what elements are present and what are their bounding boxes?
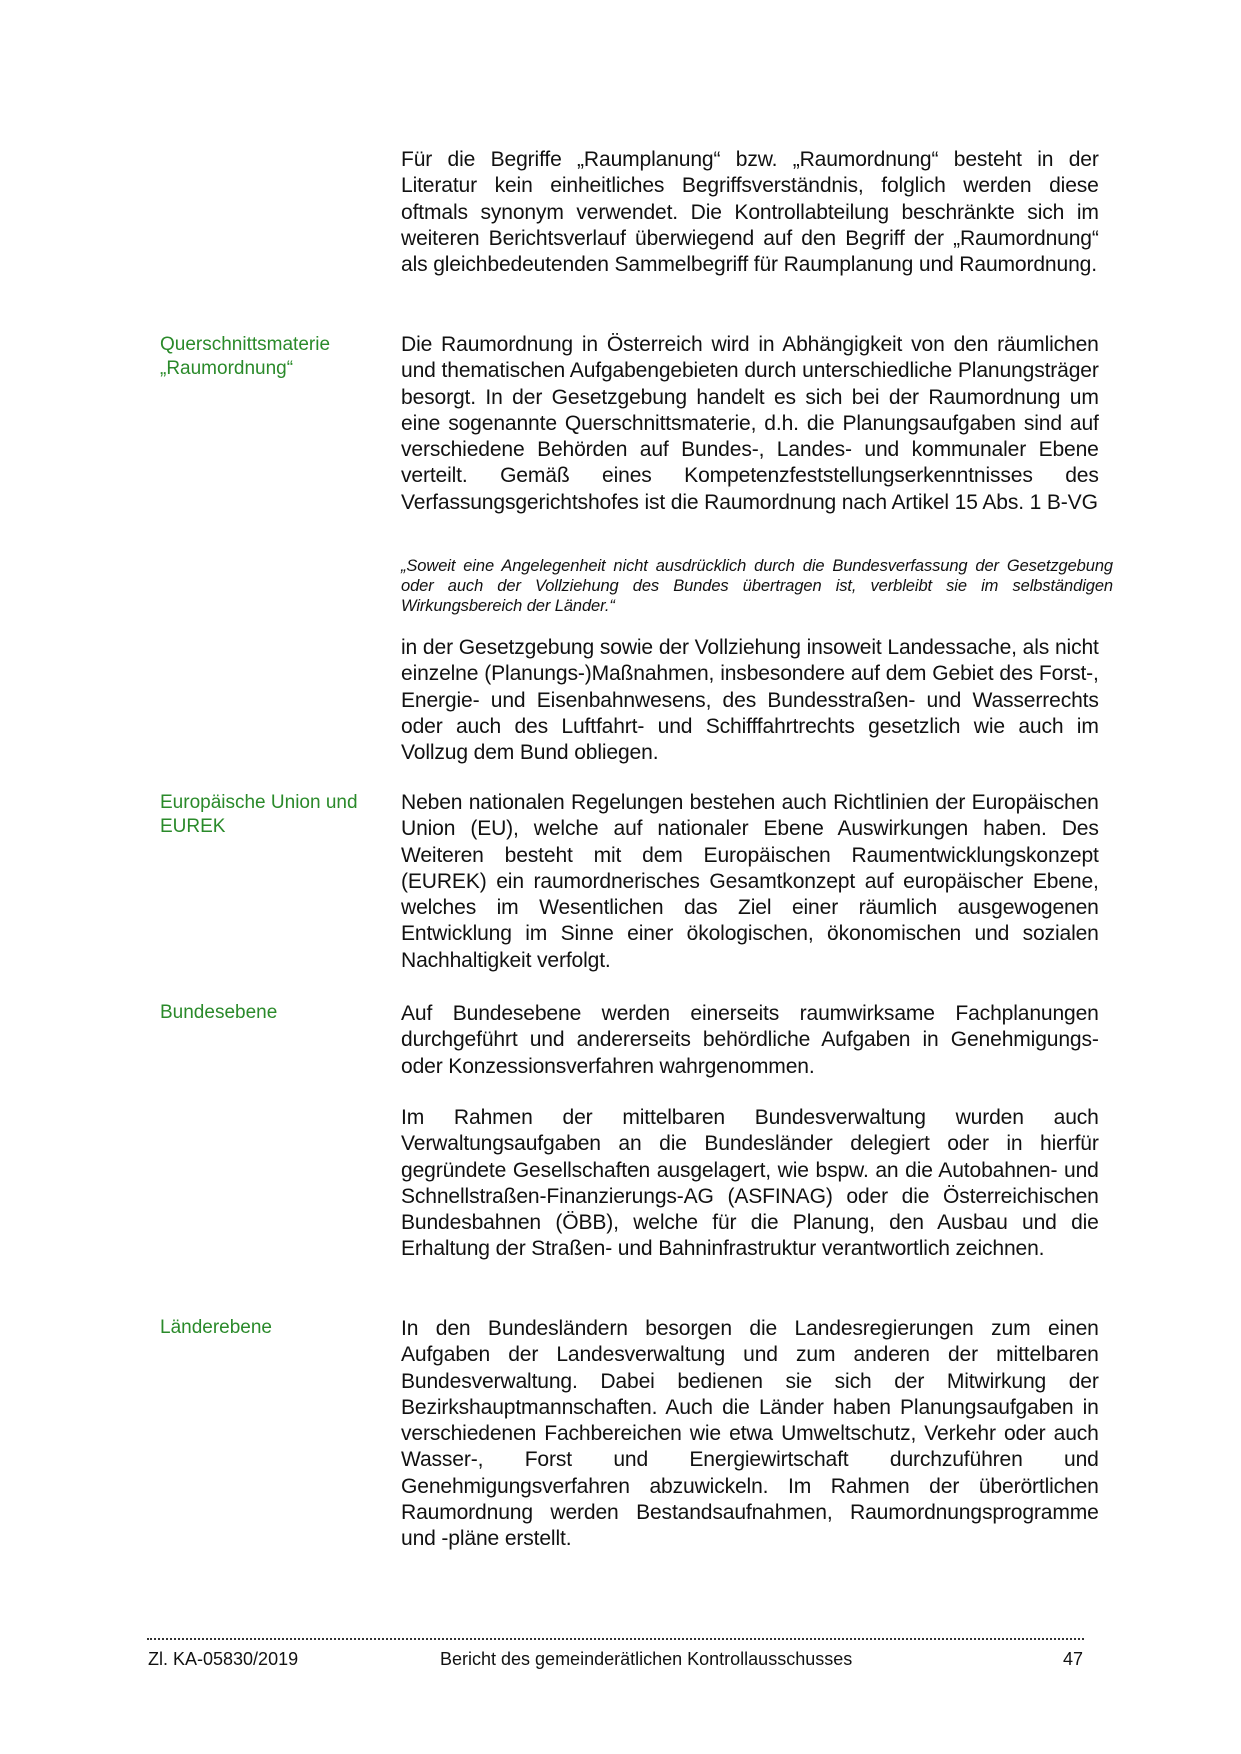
page-number: 47 — [1063, 1649, 1084, 1669]
bundesebene-paragraph-1: Auf Bundesebene werden einerseits raumwirksame Fachplanungen durchgeführt und andererseits behördliche Aufgaben in Genehmigungs- oder Konzessionsverfahren wahrgenommen. — [401, 1001, 1099, 1078]
laenderebene-paragraph: In den Bundesländern besorgen die Landesregierungen zum einen Aufgaben der Landesverwaltung und zum anderen der mittelbaren Bundesverwaltung. Dabei bedienen sie sich der Mitwirkung der Bezirkshauptmannschaften. Auch die Länder haben Planungsaufgaben in verschiedenen Fachbereichen wie etwa Umweltschutz, Verkehr oder auch Wasser-, Forst und Energiewirtschaft durchzuführen und Genehmigungsverfahren abzuwickeln. Im Rahmen der überörtlichen Raumordnung werden Bestandsaufnahmen, Raumordnungsprogramme und -pläne erstellt. — [401, 1316, 1099, 1551]
querschnitt-paragraph: Die Raumordnung in Österreich wird in Abhängigkeit von den räumlichen und thematischen Aufgabengebieten durch unterschiedliche Planungsträger besorgt. In der Gesetzgebung handelt es sich bei der Raumordnung um eine sogenannte Querschnittsmaterie, d.h. die Planungsaufgaben sind auf verschiedene Behörden auf Bundes-, Landes- und kommunaler Ebene verteilt. Gemäß eines Kompetenzfeststellungserkenntnisses des Verfassungsgerichtshofes ist die Raumordnung nach Artikel 15 Abs. 1 B-VG — [401, 332, 1099, 514]
footer-divider — [147, 1638, 1084, 1640]
margin-note-querschnittsmaterie: Querschnittsmaterie „Raumordnung“ — [160, 334, 331, 379]
footer-reference: Zl. KA-05830/2019 — [148, 1649, 299, 1669]
margin-note-bundesebene: Bundesebene — [160, 1002, 278, 1023]
margin-note-laenderebene: Länderebene — [160, 1317, 272, 1338]
querschnitt-continuation-paragraph: in der Gesetzgebung sowie der Vollziehung insoweit Landessache, als nicht einzelne (Planungs-)Maßnahmen, insbesondere auf dem Gebiet des Forst-, Energie- und Eisenbahnwesens, des Bundesstraßen- und Wasserrechts oder auch des Luftfahrt- und Schifffahrtrechts gesetzlich wie auch im Vollzug dem Bund obliegen. — [401, 635, 1099, 765]
constitution-quote: „Soweit eine Angelegenheit nicht ausdrücklich durch die Bundesverfassung der Gesetzgebung oder auch der Vollziehung des Bundes übertragen ist, verbleibt sie im selbständigen Wirkungsbereich der Länder.“ — [401, 557, 1113, 615]
eu-paragraph: Neben nationalen Regelungen bestehen auch Richtlinien der Europäischen Union (EU), welche auf nationaler Ebene Auswirkungen haben. Des Weiteren besteht mit dem Europäischen Raumentwicklungskonzept (EUREK) ein raumordnerisches Gesamtkonzept auf europäischer Ebene, welches im Wesentlichen das Ziel einer räumlich ausgewogenen Entwicklung im Sinne einer ökologischen, ökonomischen und sozialen Nachhaltigkeit verfolgt. — [401, 790, 1099, 972]
intro-paragraph: Für die Begriffe „Raumplanung“ bzw. „Raumordnung“ besteht in der Literatur kein einheitliches Begriffsverständnis, folglich werden diese oftmals synonym verwendet. Die Kontrollabteilung beschränkte sich im weiteren Berichtsverlauf überwiegend auf den Begriff der „Raumordnung“ als gleichbedeutenden Sammelbegriff für Raumplanung und Raumordnung. — [401, 147, 1099, 277]
footer-title: Bericht des gemeinderätlichen Kontrollausschusses — [440, 1649, 853, 1669]
bundesebene-paragraph-2: Im Rahmen der mittelbaren Bundesverwaltung wurden auch Verwaltungsaufgaben an die Bundesländer delegiert oder in hierfür gegründete Gesellschaften ausgelagert, wie bspw. an die Autobahnen- und Schnellstraßen-Finanzierungs-AG (ASFINAG) oder die Österreichischen Bundesbahnen (ÖBB), welche für die Planung, den Ausbau und die Erhaltung der Straßen- und Bahninfrastruktur verantwortlich zeichnen. — [401, 1105, 1099, 1261]
margin-note-eu-eurek: Europäische Union und EUREK — [160, 792, 358, 837]
